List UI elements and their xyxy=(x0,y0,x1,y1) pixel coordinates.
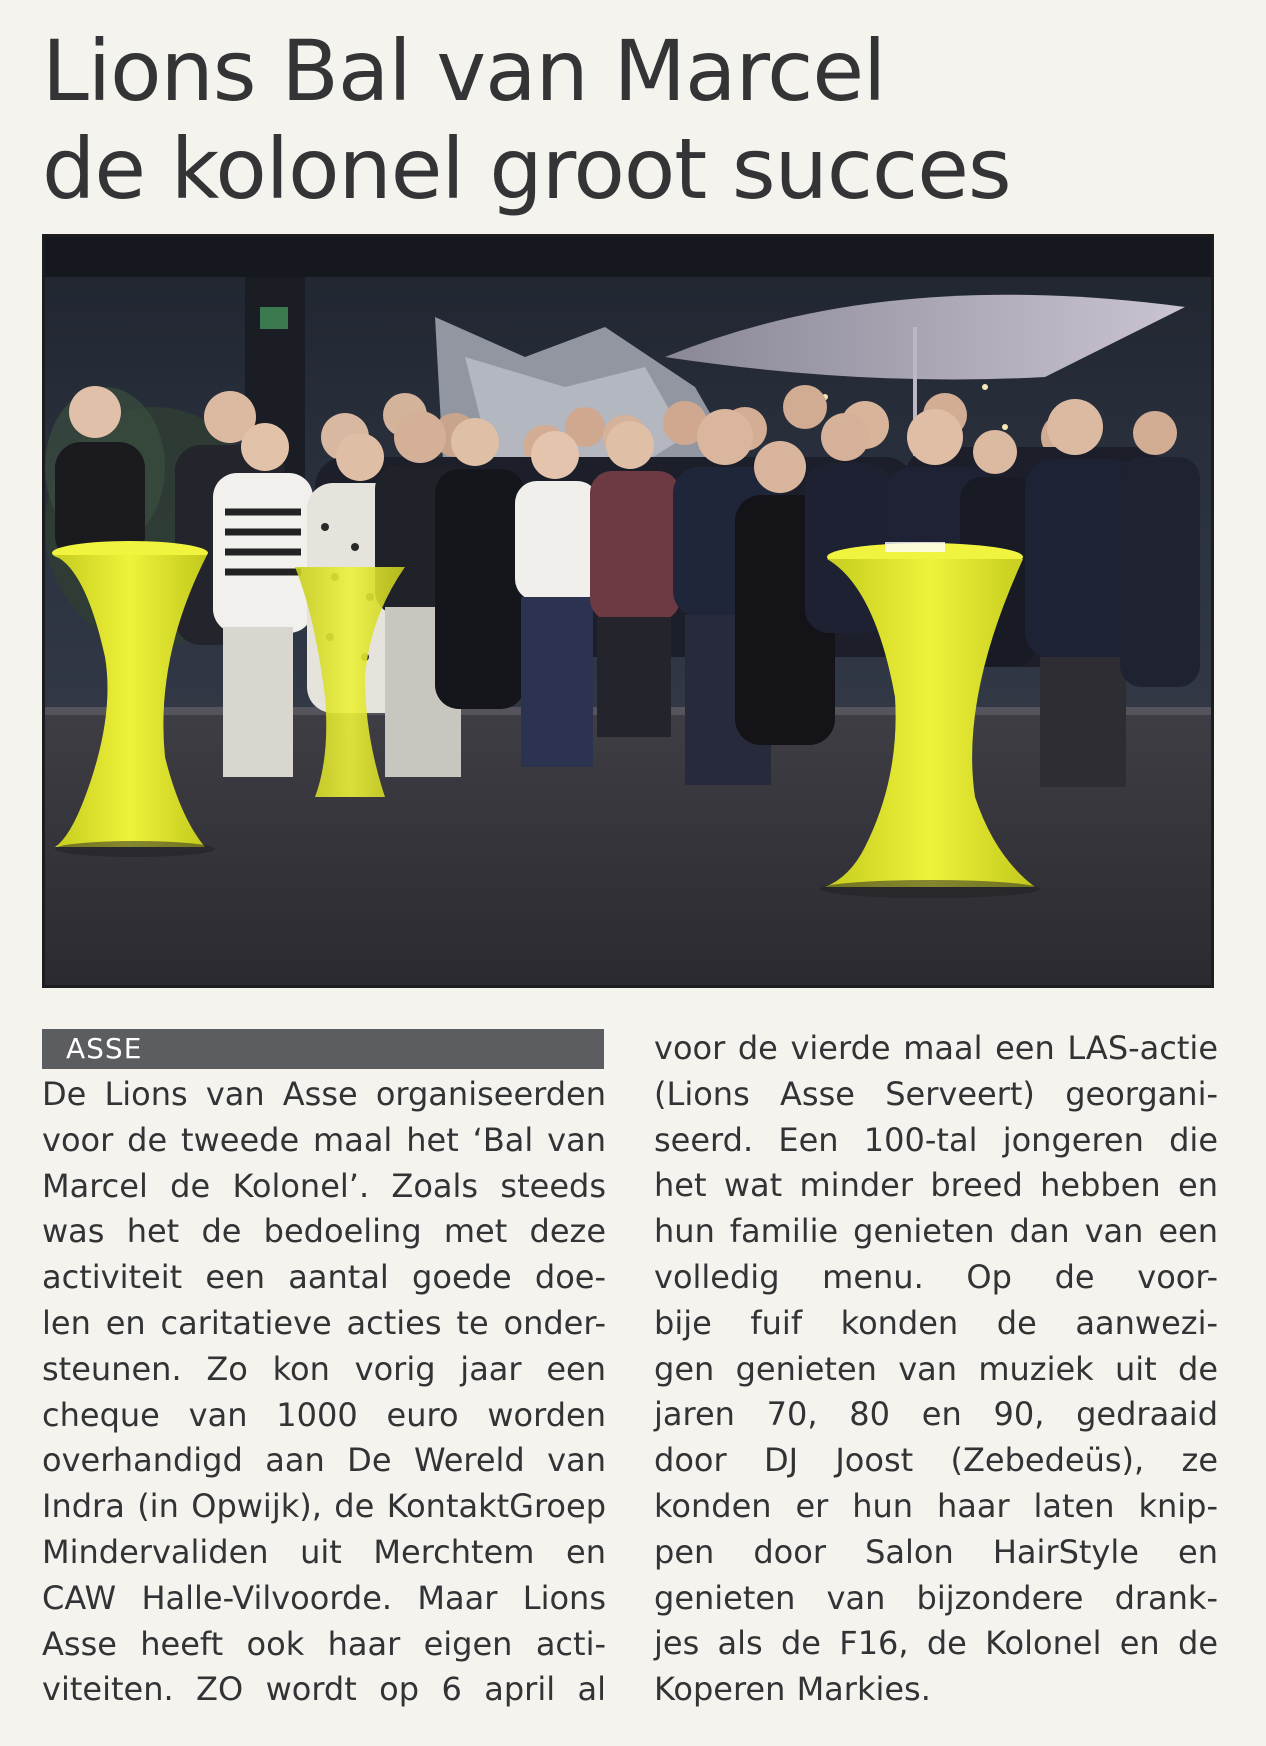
group-photo xyxy=(42,234,1214,988)
headline-line-1: Lions Bal van Marcel xyxy=(42,22,886,120)
body-line: steunen. Zo kon vorig jaar een xyxy=(42,1349,606,1388)
body-line: viteiten. ZO wordt op 6 april al xyxy=(42,1670,606,1709)
body-line: bije fuif konden de aanwezi- xyxy=(654,1303,1218,1342)
body-line: seerd. Een 100-tal jongeren die xyxy=(654,1120,1218,1159)
body-line: activiteit een aantal goede doe- xyxy=(42,1258,606,1297)
body-line: Indra (in Opwijk), de KontaktGroep xyxy=(42,1487,606,1526)
article-headline xyxy=(42,22,1222,218)
body-line: hun familie genieten dan van een xyxy=(654,1212,1218,1251)
body-line: len en caritatieve acties te onder- xyxy=(42,1303,606,1342)
body-line: door DJ Joost (Zebedeüs), ze xyxy=(654,1441,1218,1480)
body-line: CAW Halle-Vilvoorde. Maar Lions xyxy=(42,1578,606,1617)
body-line: pen door Salon HairStyle en xyxy=(654,1532,1218,1571)
body-line: cheque van 1000 euro worden xyxy=(42,1395,606,1434)
headline-line-2: de kolonel groot succes xyxy=(42,120,1011,218)
body-line: voor de vierde maal een LAS-actie xyxy=(654,1029,1218,1067)
body-line: De Lions van Asse organiseerden xyxy=(42,1075,606,1113)
body-line: Asse heeft ook haar eigen acti- xyxy=(42,1624,606,1663)
body-line: konden er hun haar laten knip- xyxy=(654,1486,1218,1525)
body-line: genieten van bijzondere drank- xyxy=(654,1578,1218,1617)
article-body-left-column xyxy=(42,1072,606,1713)
body-line: was het de bedoeling met deze xyxy=(42,1212,606,1251)
body-line: overhandigd aan De Wereld van xyxy=(42,1441,606,1480)
body-line: Mindervaliden uit Merchtem en xyxy=(42,1532,606,1571)
group-photo-illustration xyxy=(45,237,1211,985)
body-line: (Lions Asse Serveert) georgani- xyxy=(654,1074,1218,1113)
section-tag-asse: ASSE xyxy=(42,1029,604,1069)
article-body-right-column xyxy=(654,1026,1218,1713)
body-line: voor de tweede maal het ‘Bal van xyxy=(42,1120,606,1159)
body-line: het wat minder breed hebben en xyxy=(654,1166,1218,1205)
body-line: volledig menu. Op de voor- xyxy=(654,1257,1218,1296)
body-line: Koperen Markies. xyxy=(654,1670,931,1709)
body-line: gen genieten van muziek uit de xyxy=(654,1349,1218,1388)
body-line: jes als de F16, de Kolonel en de xyxy=(654,1624,1218,1663)
body-line: jaren 70, 80 en 90, gedraaid xyxy=(654,1395,1218,1434)
body-line: Marcel de Kolonel’. Zoals steeds xyxy=(42,1166,606,1205)
